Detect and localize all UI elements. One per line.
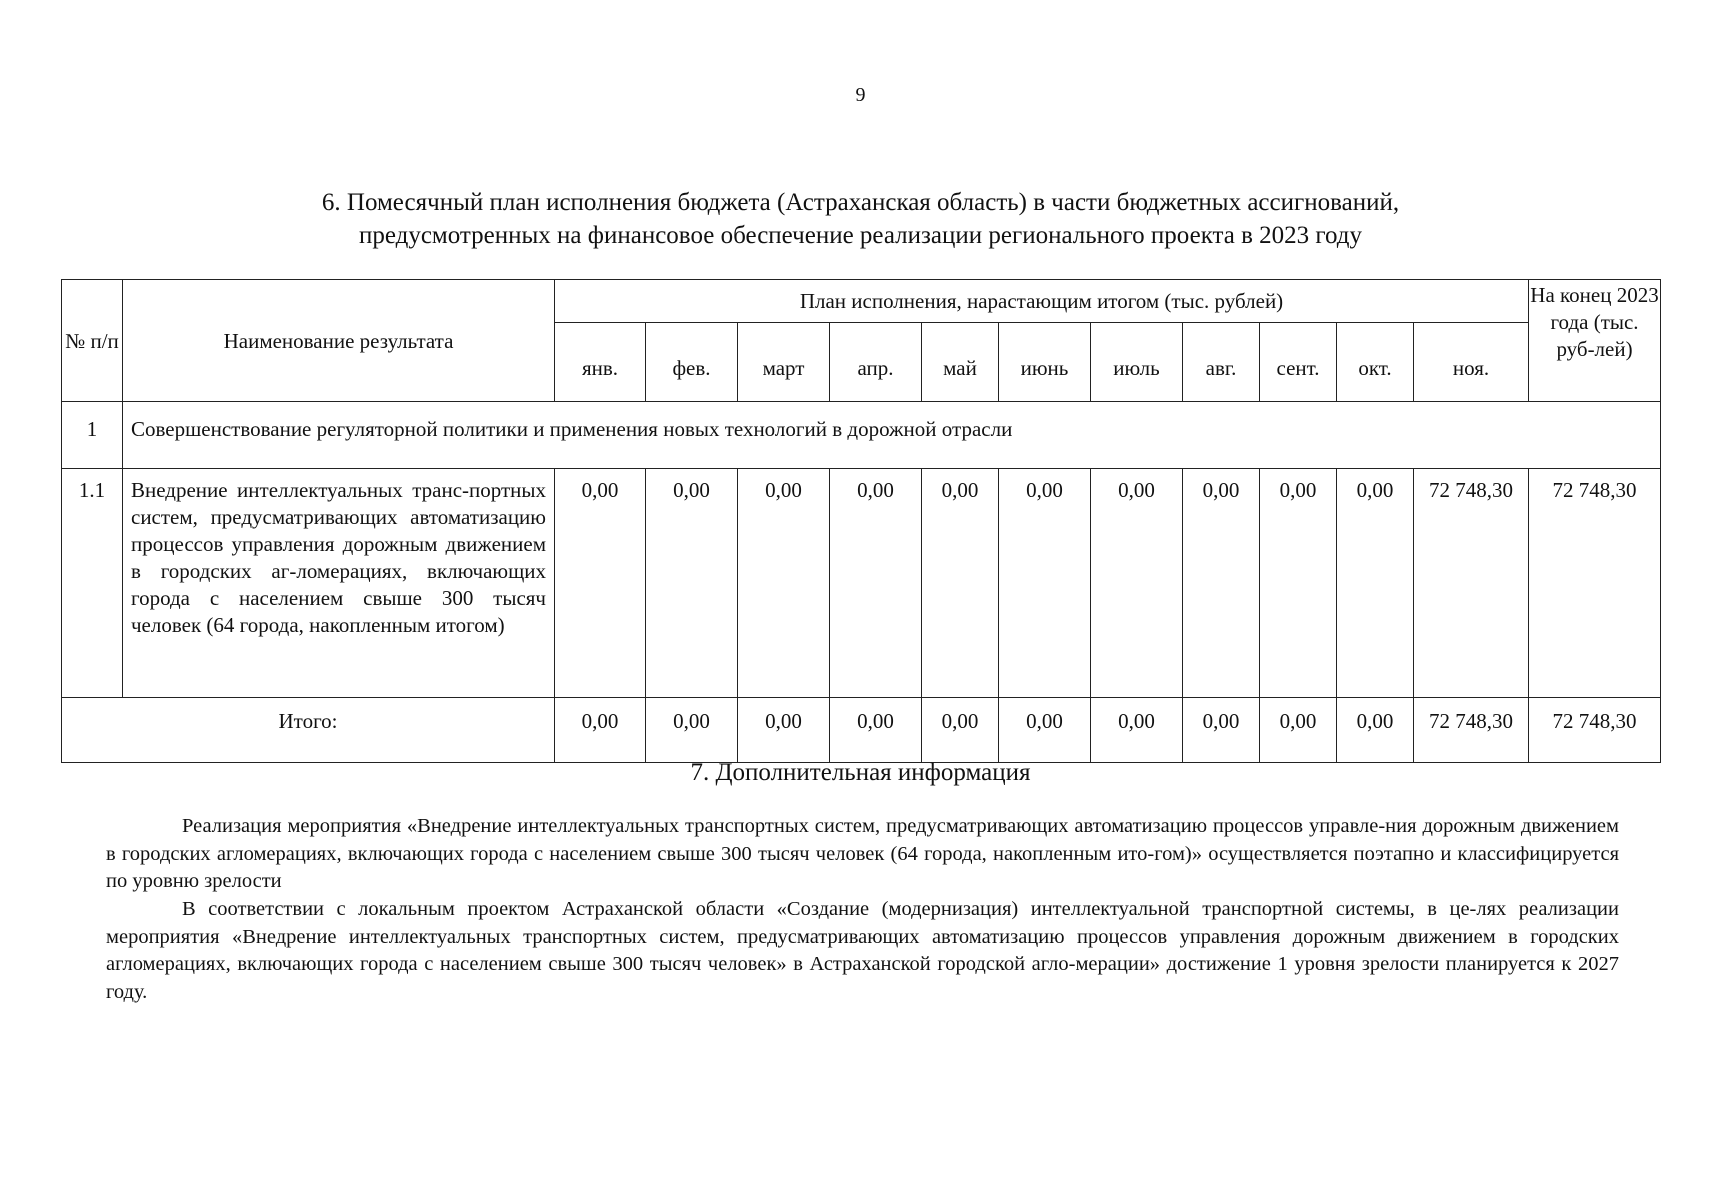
total-value: 0,00 bbox=[738, 698, 830, 763]
header-month: апр. bbox=[830, 323, 922, 402]
total-value: 0,00 bbox=[999, 698, 1091, 763]
item-value: 0,00 bbox=[999, 469, 1091, 698]
total-end-of-year: 72 748,30 bbox=[1529, 698, 1661, 763]
header-num: № п/п bbox=[62, 280, 123, 402]
section-name: Совершенствование регуляторной политики и применения новых технологий в дорожной отрасли bbox=[123, 402, 1661, 469]
item-value: 72 748,30 bbox=[1414, 469, 1529, 698]
item-name: Внедрение интеллектуальных транс-портных систем, предусматривающих автоматизацию процессов управления дорожным движением в городских аг-ломерациях, включающих города с населением свыше 300 тысяч человек (64 города, накопленным итогом) bbox=[123, 469, 555, 698]
header-month: ноя. bbox=[1414, 323, 1529, 402]
item-value: 0,00 bbox=[922, 469, 999, 698]
total-value: 0,00 bbox=[1091, 698, 1183, 763]
total-label: Итого: bbox=[62, 698, 555, 763]
item-value: 0,00 bbox=[1337, 469, 1414, 698]
paragraph-1: Реализация мероприятия «Внедрение интеллектуальных транспортных систем, предусматривающих автоматизацию процессов управле-ния дорожным движением в городских агломерациях, включающих города с населением свыше 300 тысяч человек (64 города, накопленным ито-гом)» осуществляется поэтапно и классифицируется по уровню зрелости bbox=[106, 815, 1619, 892]
item-value: 0,00 bbox=[555, 469, 646, 698]
header-month: сент. bbox=[1260, 323, 1337, 402]
item-num: 1.1 bbox=[62, 469, 123, 698]
section-6-title-line-1: 6. Помесячный план исполнения бюджета (Астраханская область) в части бюджетных ассигнований, bbox=[321, 189, 1400, 216]
header-month: янв. bbox=[555, 323, 646, 402]
total-value: 0,00 bbox=[555, 698, 646, 763]
total-value: 0,00 bbox=[1260, 698, 1337, 763]
budget-plan-table bbox=[61, 279, 1661, 763]
total-value: 0,00 bbox=[830, 698, 922, 763]
paragraph-2: В соответствии с локальным проектом Астраханской области «Создание (модернизация) интеллектуальной транспортной системы, в це-лях реализации мероприятия «Внедрение интеллектуальных транспортных систем, предусматривающих автоматизацию процессов управления дорожным движением в городских агломерациях, включающих города с населением свыше 300 тысяч человек» в Астраханской городской агло-мерации» достижение 1 уровня зрелости планируется к 2027 году. bbox=[106, 898, 1619, 1003]
total-value: 0,00 bbox=[646, 698, 738, 763]
header-month: окт. bbox=[1337, 323, 1414, 402]
table-row-section bbox=[62, 402, 1661, 469]
header-plan: План исполнения, нарастающим итогом (тыс. рублей) bbox=[555, 280, 1529, 323]
section-7-title: 7. Дополнительная информация bbox=[690, 759, 1031, 786]
item-value: 0,00 bbox=[830, 469, 922, 698]
item-value: 0,00 bbox=[646, 469, 738, 698]
header-end-of-year: На конец 2023 года (тыс. руб-лей) bbox=[1529, 280, 1661, 402]
header-month: авг. bbox=[1183, 323, 1260, 402]
section-num: 1 bbox=[62, 402, 123, 469]
table-row-total bbox=[62, 698, 1661, 763]
total-value: 0,00 bbox=[922, 698, 999, 763]
header-month: фев. bbox=[646, 323, 738, 402]
item-value: 0,00 bbox=[1183, 469, 1260, 698]
header-month: июнь bbox=[999, 323, 1091, 402]
item-end-of-year: 72 748,30 bbox=[1529, 469, 1661, 698]
total-value: 0,00 bbox=[1183, 698, 1260, 763]
total-value: 72 748,30 bbox=[1414, 698, 1529, 763]
header-month: март bbox=[738, 323, 830, 402]
table-row-item bbox=[62, 469, 1661, 698]
item-value: 0,00 bbox=[738, 469, 830, 698]
header-month: июль bbox=[1091, 323, 1183, 402]
item-value: 0,00 bbox=[1260, 469, 1337, 698]
section-6-title bbox=[0, 186, 1721, 252]
total-value: 0,00 bbox=[1337, 698, 1414, 763]
section-6-title-line-2: предусмотренных на финансовое обеспечение реализации регионального проекта в 2023 году bbox=[358, 222, 1363, 249]
header-result-name: Наименование результата bbox=[123, 280, 555, 402]
page-number: 9 bbox=[855, 84, 866, 106]
item-value: 0,00 bbox=[1091, 469, 1183, 698]
header-month: май bbox=[922, 323, 999, 402]
